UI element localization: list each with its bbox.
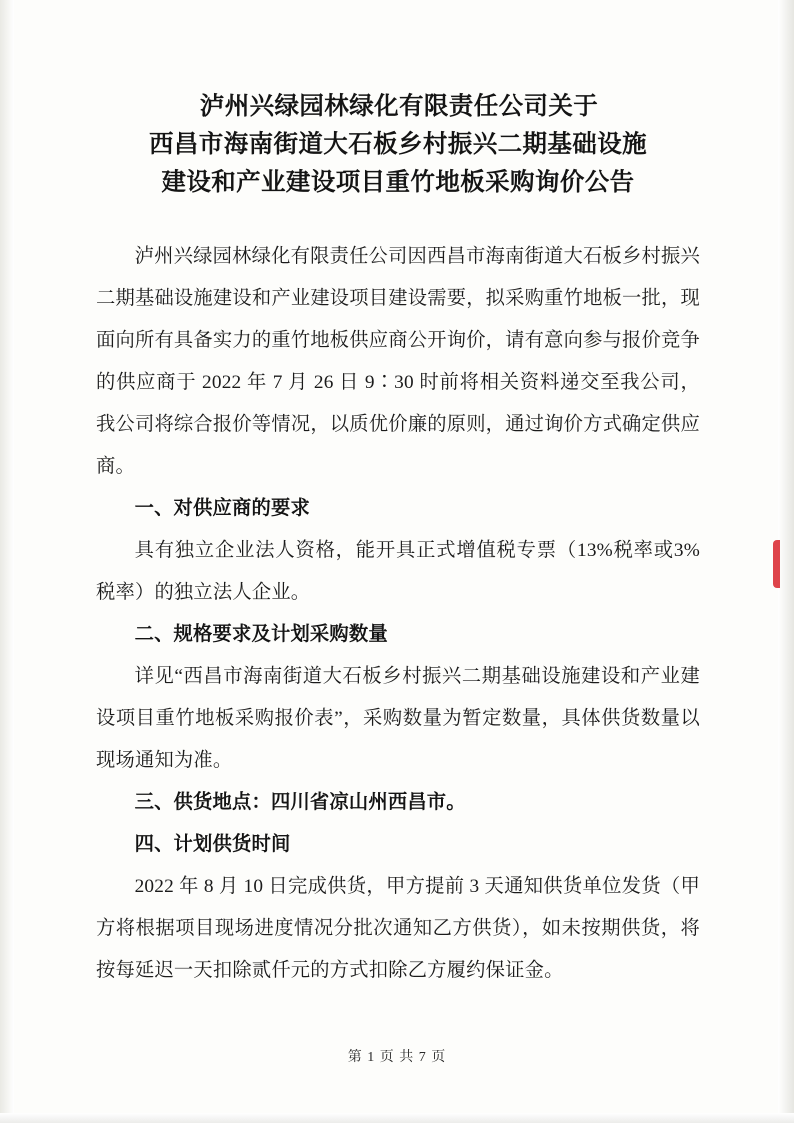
red-margin-mark: [773, 540, 780, 588]
section-2-paragraph: 详见“西昌市海南街道大石板乡村振兴二期基础设施建设和产业建设项目重竹地板采购报价表”，采购数量为暂定数量，具体供货数量以现场通知为准。: [96, 666, 700, 771]
document-content: [96, 0, 700, 1123]
page-title: [96, 88, 700, 202]
page-title-line-1: 泸州兴绿园林绿化有限责任公司关于: [199, 93, 599, 120]
section-4-paragraph: 2022 年 8 月 10 日完成供货，甲方提前 3 天通知供货单位发货（甲方将根据项目现场进度情况分批次通知乙方供货），如未按期供货，将按每延迟一天扣除贰仟元的方式扣除乙方履约保证金。: [96, 876, 700, 981]
section-4-heading: 四、计划供货时间: [134, 834, 291, 855]
page-title-line-3: 建设和产业建设项目重竹地板采购询价公告: [161, 169, 635, 196]
section-2-heading: 二、规格要求及计划采购数量: [134, 624, 388, 645]
document-body: [96, 236, 700, 992]
scan-edge-left: [0, 0, 14, 1123]
intro-paragraph: 泸州兴绿园林绿化有限责任公司因西昌市海南街道大石板乡村振兴二期基础设施建设和产业建设项目建设需要，拟采购重竹地板一批，现面向所有具备实力的重竹地板供应商公开询价，请有意向参与报价竞争的供应商于 2022 年 7 月 26 日 9∶30 时前将相关资料递交至我公司，我公司将综合报价等情况，以质优价廉的原则，通过询价方式确定供应商。: [96, 246, 700, 477]
scan-edge-right: [778, 0, 794, 1123]
section-1-paragraph: 具有独立企业法人资格，能开具正式增值税专票（13%税率或3%税率）的独立法人企业。: [96, 540, 700, 603]
section-1-heading: 一、对供应商的要求: [134, 498, 310, 519]
page-title-line-2: 西昌市海南街道大石板乡村振兴二期基础设施: [149, 131, 647, 158]
section-3-heading: 三、供货地点：四川省凉山州西昌市。: [134, 792, 466, 813]
page-footer: 第 1 页 共 7 页: [347, 1050, 447, 1065]
